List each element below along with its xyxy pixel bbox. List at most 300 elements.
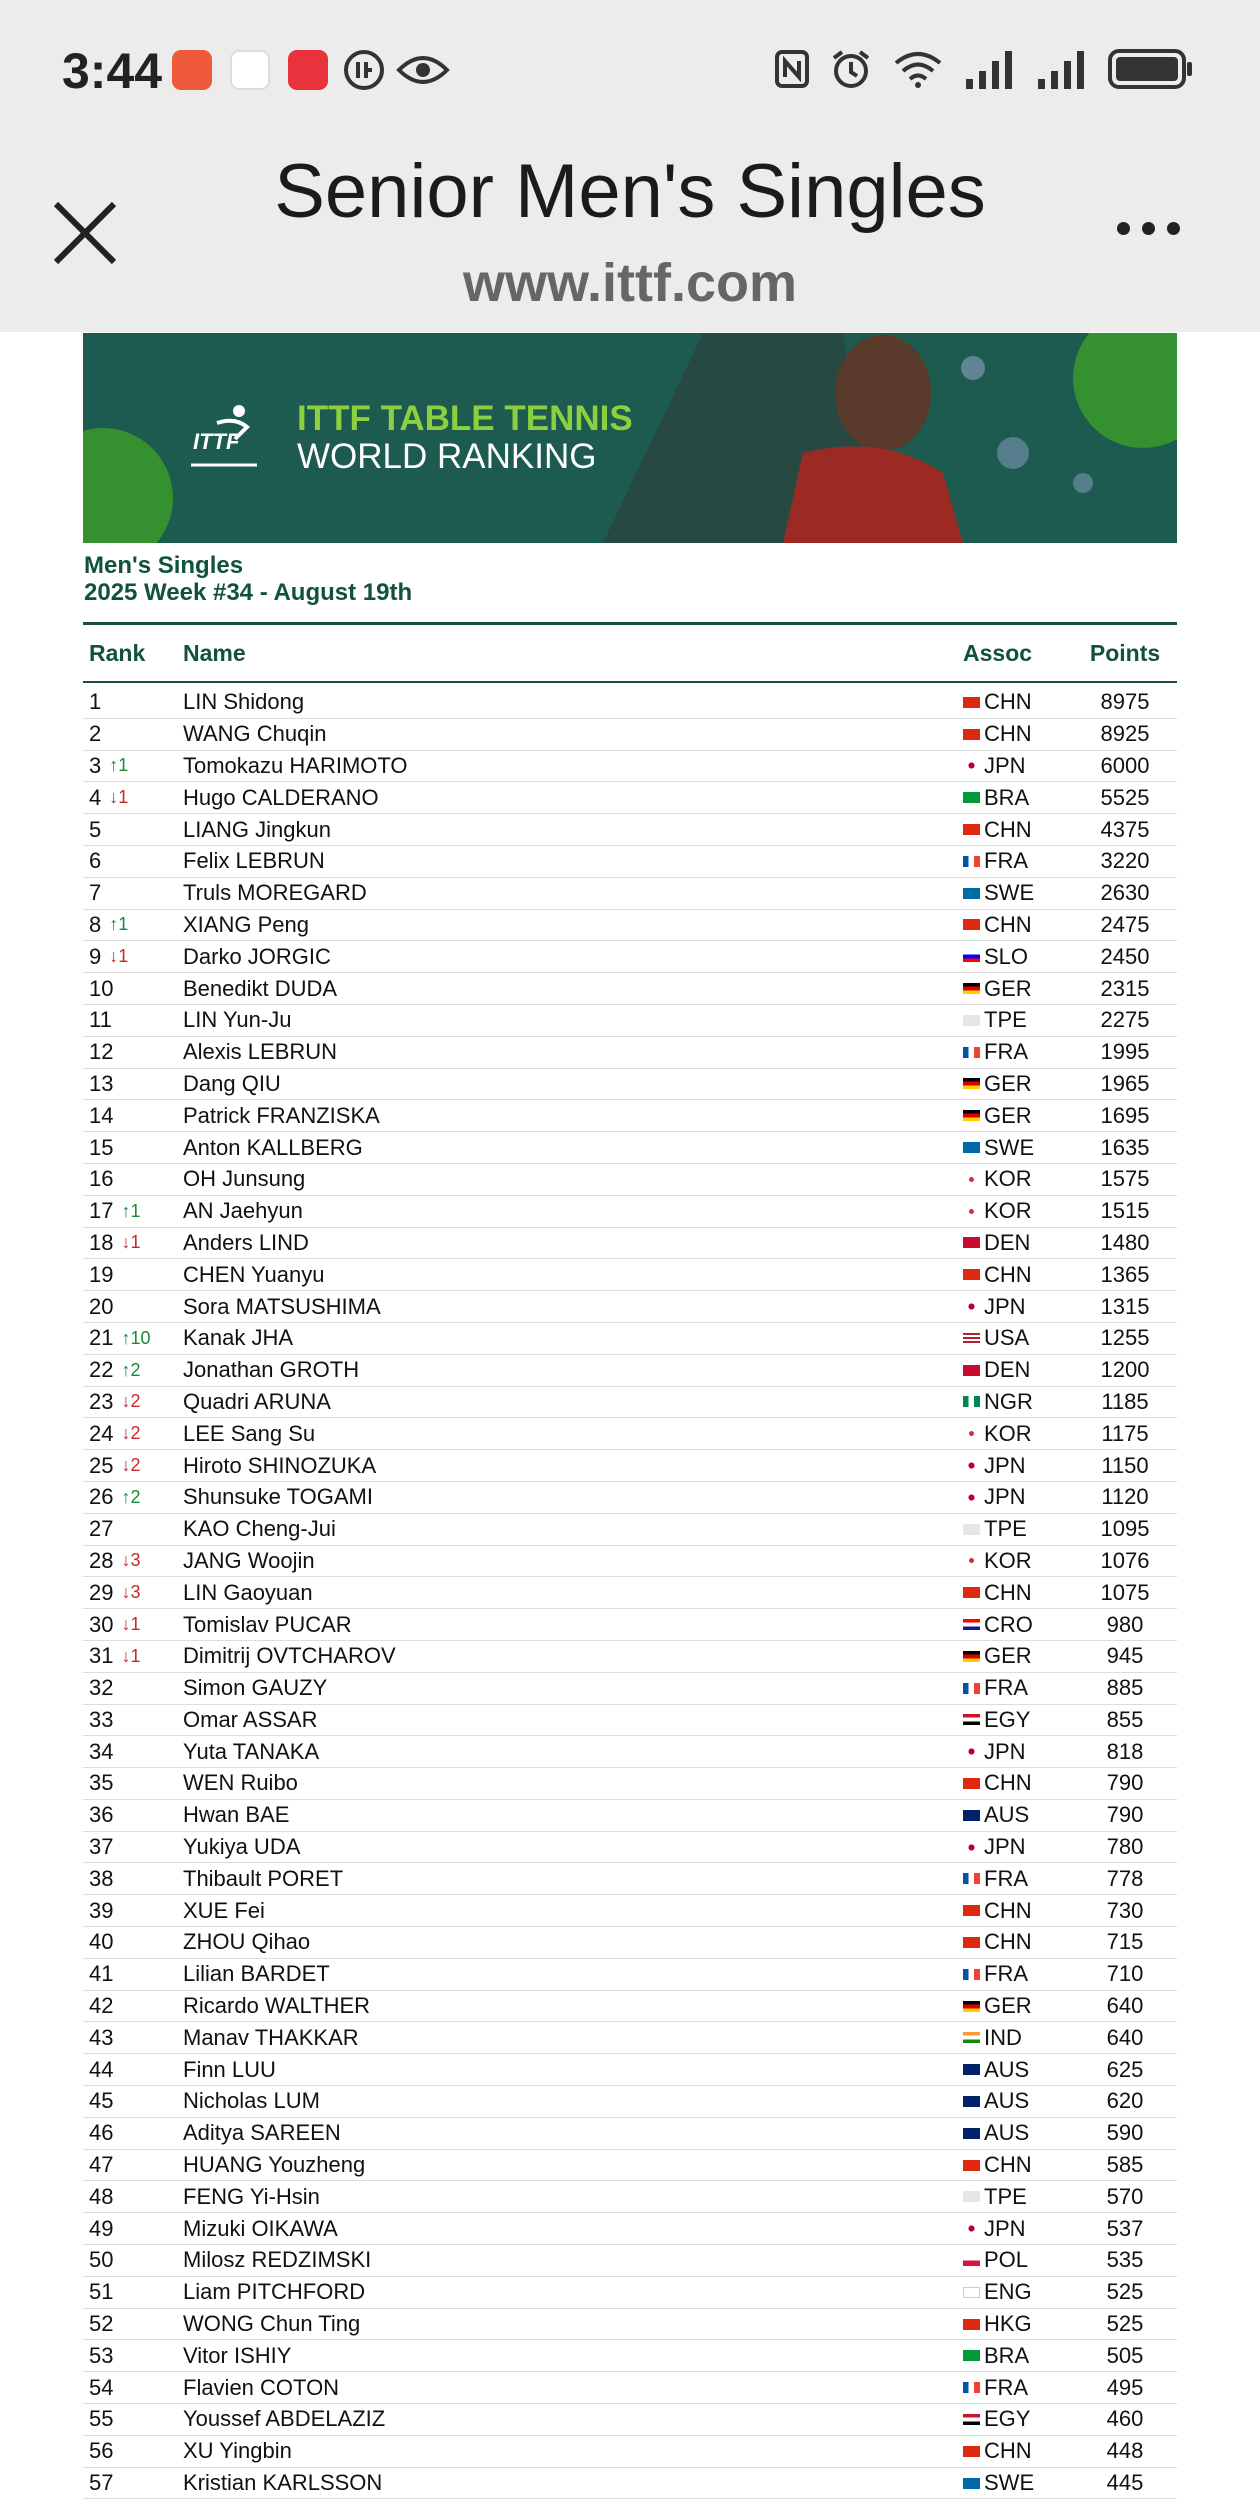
flag-icon (963, 1587, 980, 1598)
rank-value: 24 (89, 1420, 114, 1446)
table-row[interactable] (83, 2086, 1177, 2118)
flag-icon (963, 2319, 980, 2330)
player-name[interactable]: Aditya SAREEN (183, 2120, 341, 2146)
points-value: 535 (1106, 2247, 1144, 2273)
rank-cell (83, 1675, 183, 1701)
rank-value: 5 (89, 816, 102, 842)
rank-cell (83, 2247, 183, 2273)
flag-icon (963, 1110, 980, 1121)
assoc-code: NGR (984, 1388, 1033, 1414)
table-row[interactable] (83, 1259, 1177, 1291)
table-row[interactable] (83, 2372, 1177, 2404)
player-name[interactable]: Manav THAKKAR (183, 2024, 359, 2050)
flag-icon (963, 1142, 980, 1153)
table-row[interactable] (83, 1228, 1177, 1260)
assoc-code: GER (984, 1643, 1032, 1669)
table-row[interactable] (83, 973, 1177, 1005)
rank-cell (83, 2343, 183, 2369)
assoc-cell (963, 2311, 1073, 2337)
assoc-cell (963, 2438, 1073, 2464)
rank-cell (83, 1993, 183, 2019)
table-row[interactable] (83, 1069, 1177, 1101)
assoc-code: GER (984, 975, 1032, 1001)
rank-cell (83, 1866, 183, 1892)
player-name[interactable]: Omar ASSAR (183, 1706, 318, 1732)
player-name[interactable]: Yukiya UDA (183, 1834, 301, 1860)
assoc-header[interactable]: Assoc (963, 639, 1033, 666)
nfc-icon (774, 49, 810, 89)
player-name[interactable]: WEN Ruibo (183, 1770, 298, 1796)
rank-value: 6 (89, 848, 102, 874)
assoc-cell (963, 689, 1073, 715)
rank-value: 19 (89, 1261, 114, 1287)
player-name[interactable]: Quadri ARUNA (183, 1388, 331, 1414)
assoc-code: GER (984, 1993, 1032, 2019)
assoc-cell (963, 2343, 1073, 2369)
table-row[interactable] (83, 1673, 1177, 1705)
points-value: 1995 (1100, 1039, 1150, 1065)
rank-value: 31 (89, 1643, 114, 1669)
signal-icon-1 (964, 49, 1016, 89)
player-name[interactable]: Finn LUU (183, 2056, 276, 2082)
flag-icon (963, 983, 980, 994)
assoc-cell (963, 2088, 1073, 2114)
assoc-code: ENG (984, 2279, 1032, 2305)
assoc-code: JPN (984, 2215, 1026, 2241)
points-value: 1150 (1101, 1452, 1149, 1478)
assoc-code: BRA (984, 784, 1030, 810)
rank-cell (83, 1484, 183, 1510)
player-name[interactable]: OH Junsung (183, 1166, 306, 1192)
player-name[interactable]: Truls MOREGARD (183, 880, 367, 906)
rank-cell (83, 912, 183, 938)
rank-value: 11 (89, 1007, 112, 1033)
player-name[interactable]: WONG Chun Ting (183, 2311, 361, 2337)
rank-value: 53 (89, 2342, 114, 2368)
wifi-icon (892, 49, 944, 89)
rank-cell (83, 2025, 183, 2051)
player-name[interactable]: Yuta TANAKA (183, 1738, 320, 1764)
assoc-cell (963, 1357, 1073, 1383)
flag-icon (963, 1428, 980, 1439)
player-name[interactable]: Tomislav PUCAR (183, 1611, 352, 1637)
player-name[interactable]: Lilian BARDET (183, 1961, 330, 1987)
table-row[interactable] (83, 910, 1177, 942)
points-header[interactable]: Points (1089, 639, 1161, 666)
table-row[interactable] (83, 1768, 1177, 1800)
assoc-code: FRA (984, 1039, 1028, 1065)
table-row[interactable] (83, 1132, 1177, 1164)
player-name[interactable]: LIN Shidong (183, 689, 305, 715)
player-name[interactable]: LIN Yun-Ju (183, 1007, 292, 1033)
table-row[interactable] (83, 1323, 1177, 1355)
rank-value: 27 (89, 1516, 114, 1542)
flag-icon (963, 1555, 980, 1566)
table-row[interactable] (83, 2277, 1177, 2309)
table-row[interactable] (83, 1100, 1177, 1132)
page-title: Senior Men's Singles (274, 149, 986, 234)
more-options-icon[interactable] (1117, 222, 1180, 235)
assoc-cell (963, 1516, 1073, 1542)
rank-change: ↓1 (121, 1645, 141, 1666)
table-row[interactable] (83, 1832, 1177, 1864)
flag-icon (963, 1746, 980, 1757)
rank-value: 35 (89, 1770, 114, 1796)
flag-icon (963, 1460, 980, 1471)
rank-cell (83, 1071, 183, 1097)
assoc-cell (963, 1739, 1073, 1765)
assoc-code: CHN (984, 1897, 1032, 1923)
rank-cell (83, 1135, 183, 1161)
player-name[interactable]: Anders LIND (183, 1229, 309, 1255)
table-row[interactable] (83, 878, 1177, 910)
table-row[interactable] (83, 2022, 1177, 2054)
rank-value: 37 (89, 1834, 114, 1860)
points-value: 505 (1106, 2342, 1144, 2368)
rank-cell (83, 2057, 183, 2083)
flag-icon (963, 1269, 980, 1280)
table-row[interactable] (83, 1546, 1177, 1578)
table-row[interactable] (83, 1196, 1177, 1228)
table-row[interactable] (83, 2404, 1177, 2436)
rank-value: 15 (89, 1134, 114, 1160)
table-row[interactable] (83, 846, 1177, 878)
flag-icon (963, 2128, 980, 2139)
rank-value: 44 (89, 2056, 114, 2082)
banner-title: ITTF TABLE TENNIS (297, 399, 633, 438)
rank-change: ↑10 (121, 1327, 151, 1348)
player-name[interactable]: Vitor ISHIY (183, 2342, 292, 2368)
rank-value: 33 (89, 1706, 114, 1732)
rank-cell (83, 976, 183, 1002)
assoc-cell (963, 1675, 1073, 1701)
points-value: 1365 (1100, 1261, 1150, 1287)
player-name[interactable]: Dimitrij OVTCHAROV (183, 1643, 396, 1669)
rank-cell (83, 1516, 183, 1542)
assoc-cell (963, 912, 1073, 938)
flag-icon (963, 856, 980, 867)
rank-cell (83, 1453, 183, 1479)
rank-change: ↓3 (121, 1550, 141, 1571)
player-name[interactable]: XIANG Peng (183, 911, 309, 937)
flag-icon (963, 1937, 980, 1948)
flag-icon (963, 1396, 980, 1407)
table-row[interactable] (83, 719, 1177, 751)
table-row[interactable] (83, 2309, 1177, 2341)
rank-cell (83, 817, 183, 843)
points-value: 885 (1106, 1675, 1144, 1701)
flag-icon (963, 1365, 980, 1376)
assoc-code: DEN (984, 1357, 1031, 1383)
player-name[interactable]: Sora MATSUSHIMA (183, 1293, 381, 1319)
assoc-code: JPN (984, 1484, 1026, 1510)
points-value: 1200 (1100, 1357, 1150, 1383)
assoc-cell (963, 1007, 1073, 1033)
rank-cell (83, 753, 183, 779)
battery-icon (1108, 49, 1194, 89)
rank-value: 12 (89, 1039, 114, 1065)
assoc-cell (963, 721, 1073, 747)
assoc-cell (963, 1198, 1073, 1224)
flag-icon (963, 2382, 980, 2393)
rank-cell (83, 2438, 183, 2464)
flag-icon (963, 2414, 980, 2425)
player-name[interactable]: Kristian KARLSSON (183, 2470, 383, 2496)
player-name[interactable]: AN Jaehyun (183, 1198, 303, 1224)
rank-cell (83, 1007, 183, 1033)
rank-cell (83, 1325, 183, 1351)
player-name[interactable]: LEE Sang Su (183, 1420, 316, 1446)
points-value: 780 (1106, 1834, 1144, 1860)
player-name[interactable]: Hwan BAE (183, 1802, 290, 1828)
assoc-code: JPN (984, 1452, 1026, 1478)
rank-cell (83, 2216, 183, 2242)
player-name[interactable]: Liam PITCHFORD (183, 2279, 366, 2305)
player-name[interactable]: Alexis LEBRUN (183, 1039, 338, 1065)
table-row[interactable] (83, 1164, 1177, 1196)
assoc-code: SLO (984, 943, 1029, 969)
table-row[interactable] (83, 1291, 1177, 1323)
points-value: 1965 (1100, 1070, 1150, 1096)
points-value: 585 (1106, 2152, 1144, 2178)
flag-icon (963, 1492, 980, 1503)
table-row[interactable] (83, 1609, 1177, 1641)
assoc-code: FRA (984, 848, 1028, 874)
rank-change: ↓1 (109, 787, 129, 808)
player-name[interactable]: Kanak JHA (183, 1325, 294, 1351)
rank-value: 54 (89, 2374, 114, 2400)
rank-value: 30 (89, 1611, 114, 1637)
table-row[interactable] (83, 1927, 1177, 1959)
player-name[interactable]: FENG Yi-Hsin (183, 2183, 320, 2209)
assoc-code: JPN (984, 1293, 1026, 1319)
table-row[interactable] (83, 1863, 1177, 1895)
flag-icon (963, 2446, 980, 2457)
table-row[interactable] (83, 751, 1177, 783)
player-name[interactable]: Patrick FRANZISKA (183, 1102, 380, 1128)
player-name[interactable]: WANG Chuqin (183, 721, 327, 747)
table-row[interactable] (83, 1387, 1177, 1419)
assoc-cell (963, 2279, 1073, 2305)
assoc-cell (963, 1103, 1073, 1129)
rank-value: 10 (89, 975, 114, 1001)
table-row[interactable] (83, 1577, 1177, 1609)
rank-cell (83, 1039, 183, 1065)
flag-icon (963, 729, 980, 740)
points-value: 6000 (1100, 752, 1150, 778)
rank-value: 34 (89, 1738, 114, 1764)
assoc-cell (963, 1421, 1073, 1447)
player-name[interactable]: Hiroto SHINOZUKA (183, 1452, 377, 1478)
assoc-cell (963, 2470, 1073, 2496)
rank-cell (83, 2375, 183, 2401)
status-bar (0, 0, 1260, 140)
rank-change: ↑2 (121, 1486, 141, 1507)
assoc-code: AUS (984, 2088, 1030, 2114)
assoc-cell (963, 1961, 1073, 1987)
flag-icon (963, 1333, 980, 1344)
table-row[interactable] (83, 1705, 1177, 1737)
table-row[interactable] (83, 1959, 1177, 1991)
points-value: 495 (1106, 2374, 1144, 2400)
rank-cell (83, 1898, 183, 1924)
assoc-cell (963, 1262, 1073, 1288)
assoc-code: CHN (984, 1579, 1032, 1605)
player-name[interactable]: HUANG Youzheng (183, 2152, 366, 2178)
rank-change: ↑1 (121, 1200, 141, 1221)
rank-cell (83, 1929, 183, 1955)
flag-icon (963, 1873, 980, 1884)
table-row[interactable] (83, 1800, 1177, 1832)
assoc-cell (963, 1230, 1073, 1256)
table-row[interactable] (83, 941, 1177, 973)
assoc-code: CHN (984, 2152, 1032, 2178)
table-row[interactable] (83, 2213, 1177, 2245)
player-name[interactable]: CHEN Yuanyu (183, 1261, 325, 1287)
assoc-cell (963, 2025, 1073, 2051)
rank-value: 40 (89, 1929, 114, 1955)
player-name[interactable]: Milosz REDZIMSKI (183, 2247, 372, 2273)
assoc-cell (963, 1929, 1073, 1955)
assoc-cell (963, 785, 1073, 811)
player-name[interactable]: Benedikt DUDA (183, 975, 338, 1001)
rank-cell (83, 1389, 183, 1415)
player-name[interactable]: LIN Gaoyuan (183, 1579, 313, 1605)
rank-value: 39 (89, 1897, 114, 1923)
rank-cell (83, 2088, 183, 2114)
player-name[interactable]: Flavien COTON (183, 2374, 340, 2400)
table-row[interactable] (83, 1355, 1177, 1387)
player-name[interactable]: Hugo CALDERANO (183, 784, 379, 810)
logo-text: ITTF (193, 429, 240, 454)
player-name[interactable]: Anton KALLBERG (183, 1134, 363, 1160)
player-name[interactable]: XUE Fei (183, 1897, 265, 1923)
rank-cell (83, 944, 183, 970)
player-name[interactable]: Mizuki OIKAWA (183, 2215, 338, 2241)
rank-value: 23 (89, 1388, 114, 1414)
player-name[interactable]: Felix LEBRUN (183, 848, 325, 874)
flag-icon (963, 1524, 980, 1535)
player-name[interactable]: Nicholas LUM (183, 2088, 320, 2114)
player-name[interactable]: Darko JORGIC (183, 943, 331, 969)
eye-icon (396, 52, 450, 88)
shop-app-icon (288, 50, 328, 90)
assoc-cell (963, 1166, 1073, 1192)
table-row[interactable] (83, 2340, 1177, 2372)
player-name[interactable]: Ricardo WALTHER (183, 1993, 371, 2019)
rank-cell (83, 1834, 183, 1860)
points-value: 525 (1106, 2311, 1144, 2337)
player-name[interactable]: Dang QIU (183, 1070, 281, 1096)
table-row[interactable] (83, 782, 1177, 814)
flag-icon (963, 760, 980, 771)
rank-value: 28 (89, 1547, 114, 1573)
table-row[interactable] (83, 1418, 1177, 1450)
player-name[interactable]: LIANG Jingkun (183, 816, 331, 842)
data-saver-icon (342, 48, 386, 92)
points-value: 625 (1106, 2056, 1144, 2082)
player-name[interactable]: JANG Woojin (183, 1547, 315, 1573)
table-row[interactable] (83, 2054, 1177, 2086)
name-header[interactable]: Name (183, 639, 246, 666)
points-value: 2630 (1100, 880, 1150, 906)
assoc-code: DEN (984, 1229, 1031, 1255)
player-name[interactable]: Shunsuke TOGAMI (183, 1484, 373, 1510)
assoc-cell (963, 1707, 1073, 1733)
flag-icon (963, 1015, 980, 1026)
player-name[interactable]: Simon GAUZY (183, 1675, 328, 1701)
rank-value: 7 (89, 880, 102, 906)
player-name[interactable]: XU Yingbin (183, 2438, 292, 2464)
points-value: 640 (1106, 2024, 1144, 2050)
assoc-cell (963, 1866, 1073, 1892)
table-row[interactable] (83, 2181, 1177, 2213)
assoc-code: GER (984, 1102, 1032, 1128)
assoc-code: CHN (984, 2438, 1032, 2464)
rank-cell (83, 721, 183, 747)
rank-cell (83, 2470, 183, 2496)
rank-change: ↓2 (121, 1391, 141, 1412)
player-name[interactable]: Jonathan GROTH (183, 1357, 360, 1383)
player-name[interactable]: ZHOU Qihao (183, 1929, 311, 1955)
rank-value: 38 (89, 1865, 114, 1891)
alarm-icon (830, 48, 872, 90)
rank-value: 45 (89, 2088, 114, 2114)
table-row[interactable] (83, 1450, 1177, 1482)
table-row[interactable] (83, 1514, 1177, 1546)
flag-icon (963, 2350, 980, 2361)
flag-icon (963, 2001, 980, 2012)
player-name[interactable]: Tomokazu HARIMOTO (183, 752, 408, 778)
table-row[interactable] (83, 2150, 1177, 2182)
table-row[interactable] (83, 1991, 1177, 2023)
table-row[interactable] (83, 814, 1177, 846)
table-row[interactable] (83, 2245, 1177, 2277)
player-name[interactable]: KAO Cheng-Jui (183, 1516, 336, 1542)
table-row[interactable] (83, 687, 1177, 719)
table-row[interactable] (83, 1482, 1177, 1514)
rank-header[interactable]: Rank (89, 639, 146, 666)
assoc-cell (963, 1453, 1073, 1479)
rank-value: 2 (89, 721, 102, 747)
table-row[interactable] (83, 1736, 1177, 1768)
points-value: 1175 (1101, 1420, 1149, 1446)
flag-icon (963, 2160, 980, 2171)
player-name[interactable]: Youssef ABDELAZIZ (183, 2406, 386, 2432)
assoc-cell (963, 1580, 1073, 1606)
table-row[interactable] (83, 2118, 1177, 2150)
assoc-code: CHN (984, 721, 1032, 747)
table-row[interactable] (83, 1037, 1177, 1069)
table-row[interactable] (83, 2436, 1177, 2468)
assoc-cell (963, 753, 1073, 779)
points-value: 2315 (1100, 975, 1150, 1001)
flag-icon (963, 1047, 980, 1058)
table-row[interactable] (83, 1895, 1177, 1927)
flag-icon (963, 919, 980, 930)
assoc-cell (963, 2216, 1073, 2242)
table-row[interactable] (83, 1005, 1177, 1037)
table-row[interactable] (83, 1641, 1177, 1673)
flag-icon (963, 1842, 980, 1853)
assoc-code: CHN (984, 1929, 1032, 1955)
table-header (83, 622, 1177, 683)
assoc-code: FRA (984, 1675, 1028, 1701)
rank-value: 42 (89, 1993, 114, 2019)
player-name[interactable]: Thibault PORET (183, 1865, 344, 1891)
points-value: 1575 (1100, 1166, 1150, 1192)
table-row[interactable] (83, 2468, 1177, 2499)
